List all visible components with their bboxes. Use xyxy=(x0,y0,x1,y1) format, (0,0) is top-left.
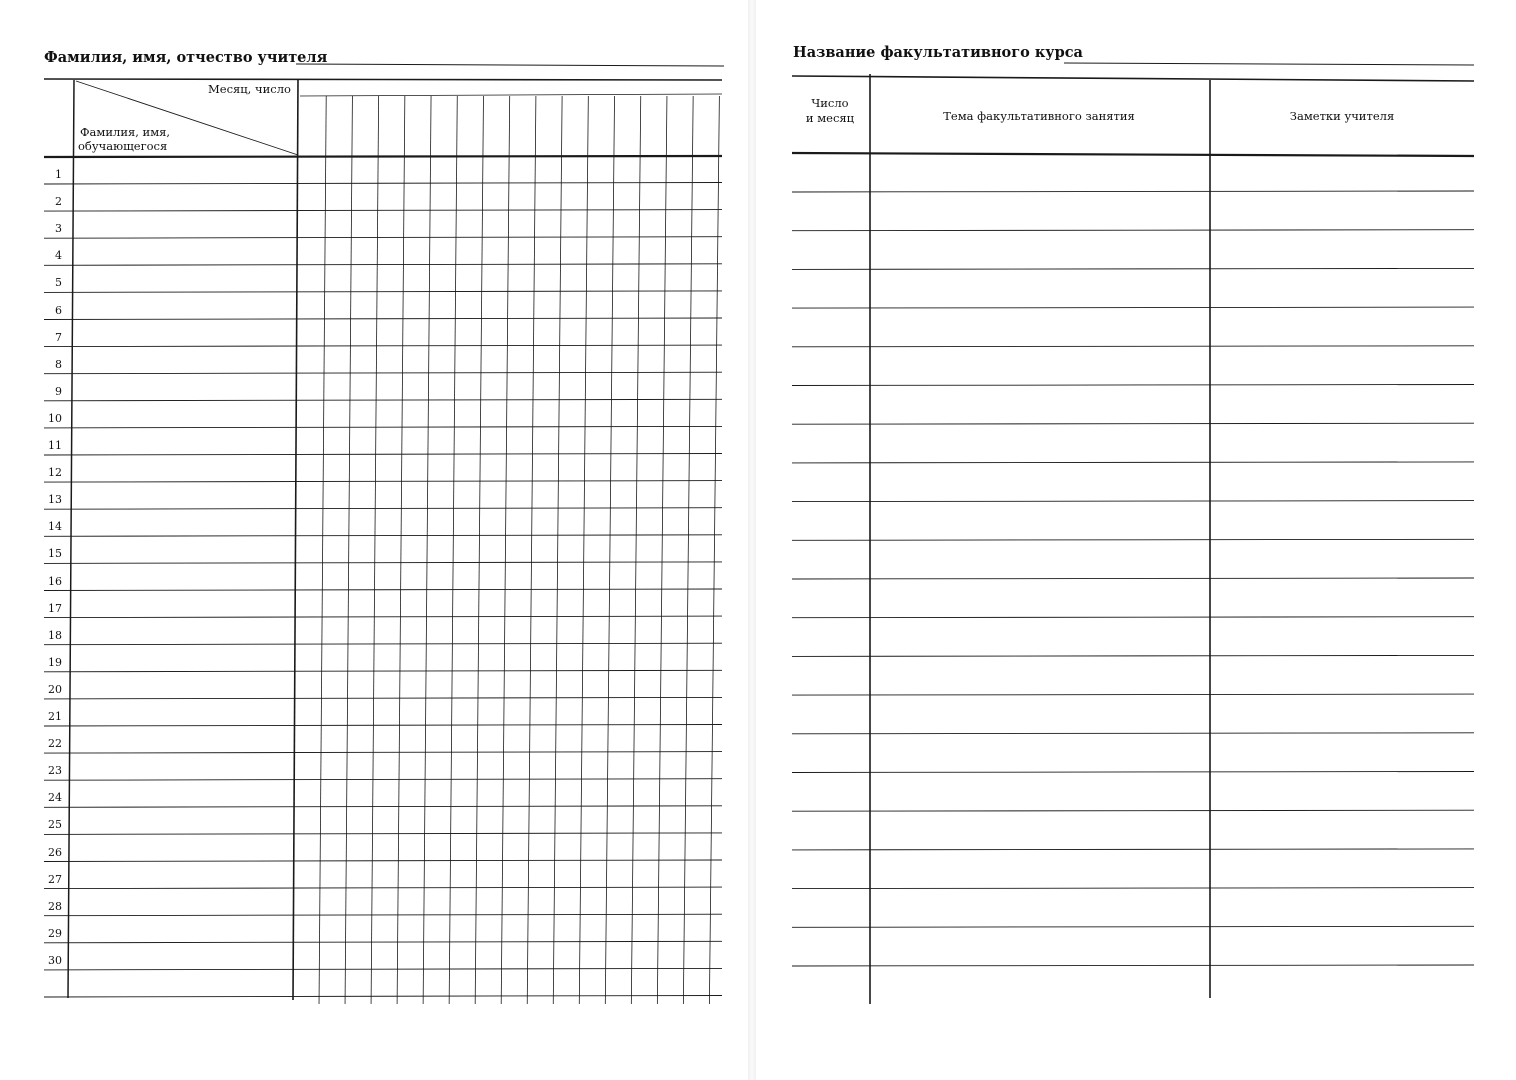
row-number: 5 xyxy=(55,276,62,290)
journal-header-bottom xyxy=(792,153,1474,156)
row-line xyxy=(44,454,722,456)
journal-row-line xyxy=(792,191,1474,192)
row-number: 14 xyxy=(48,520,62,534)
date-column-line xyxy=(657,96,667,1004)
topic-column-header: Тема факультативного занятия xyxy=(943,109,1135,123)
row-number: 3 xyxy=(55,222,62,236)
row-line xyxy=(44,752,722,754)
row-line xyxy=(44,887,722,889)
row-line xyxy=(44,996,722,998)
row-number: 26 xyxy=(48,845,62,859)
date-column-line xyxy=(501,96,509,1004)
row-line xyxy=(44,968,722,970)
row-line xyxy=(44,535,722,537)
date-column-line xyxy=(345,96,352,1004)
journal-row-line xyxy=(792,965,1474,966)
row-number: 24 xyxy=(48,791,62,805)
date-column-header-line1: Число xyxy=(811,96,849,110)
row-line xyxy=(44,318,722,320)
journal-row-line xyxy=(792,346,1474,347)
date-column-line xyxy=(319,96,326,1004)
student-name-header-line1: Фамилия, имя, xyxy=(80,125,171,139)
teacher-name-heading: Фамилия, имя, отчество учителя xyxy=(44,49,328,66)
date-column-line xyxy=(579,96,588,1004)
date-column-line xyxy=(709,96,719,1004)
course-journal-page xyxy=(756,0,1516,1080)
journal-row-line xyxy=(792,462,1474,463)
journal-row-line xyxy=(792,268,1474,269)
row-number: 7 xyxy=(55,330,62,344)
journal-row-line xyxy=(792,385,1474,386)
journal-row-line xyxy=(792,501,1474,502)
teacher-name-underline xyxy=(296,64,724,66)
row-number: 27 xyxy=(48,872,62,886)
row-line xyxy=(44,183,722,185)
row-line xyxy=(44,697,722,699)
journal-row-line xyxy=(792,810,1474,811)
row-number: 29 xyxy=(48,926,62,940)
row-line xyxy=(44,264,722,266)
row-number: 15 xyxy=(48,547,62,561)
number-column-border xyxy=(68,80,74,998)
student-name-header-line2: обучающегося xyxy=(78,139,168,153)
row-line xyxy=(44,914,722,916)
date-column-line xyxy=(553,96,562,1004)
journal-row-line xyxy=(792,849,1474,850)
journal-row-line xyxy=(792,578,1474,579)
row-line xyxy=(44,806,722,808)
row-line xyxy=(44,508,722,510)
date-column-line xyxy=(475,96,483,1004)
journal-grid xyxy=(756,0,1516,1080)
date-column-line xyxy=(423,96,431,1004)
row-number: 2 xyxy=(55,195,62,209)
course-name-heading: Название факультативного курса xyxy=(793,44,1083,61)
row-line xyxy=(44,562,722,564)
journal-row-line xyxy=(792,423,1474,424)
row-line xyxy=(44,833,722,835)
row-number: 1 xyxy=(55,168,62,181)
journal-row-line xyxy=(792,694,1474,695)
journal-top-border xyxy=(792,76,1474,81)
date-column-line xyxy=(397,96,405,1004)
row-number: 4 xyxy=(55,249,62,263)
journal-row-line xyxy=(792,888,1474,889)
row-line xyxy=(44,643,722,645)
row-line xyxy=(44,399,722,401)
date-column-line xyxy=(371,96,379,1004)
row-number: 23 xyxy=(48,764,62,778)
row-number: 8 xyxy=(55,357,62,371)
row-line xyxy=(44,291,722,293)
row-number: 17 xyxy=(48,601,62,615)
date-column-line xyxy=(683,96,693,1004)
row-number: 30 xyxy=(48,953,62,967)
row-line xyxy=(44,860,722,862)
row-line xyxy=(44,589,722,591)
row-line xyxy=(44,426,722,428)
journal-row-line xyxy=(792,772,1474,773)
row-number: 19 xyxy=(48,655,62,669)
row-line xyxy=(44,345,722,347)
attendance-grid xyxy=(0,0,748,1080)
row-number: 11 xyxy=(48,439,62,452)
date-header-line xyxy=(300,94,722,96)
row-number: 18 xyxy=(48,628,62,642)
journal-row-line xyxy=(792,655,1474,656)
row-number: 9 xyxy=(55,384,62,398)
table-top-border xyxy=(44,79,722,80)
journal-row-line xyxy=(792,926,1474,927)
header-bottom-border xyxy=(44,156,722,157)
date-column-line xyxy=(449,96,457,1004)
book-spine xyxy=(748,0,756,1080)
journal-row-line xyxy=(792,617,1474,618)
notes-column-header: Заметки учителя xyxy=(1289,109,1395,123)
journal-row-line xyxy=(792,733,1474,734)
row-line xyxy=(44,616,722,618)
row-number: 25 xyxy=(48,818,62,832)
row-line xyxy=(44,481,722,483)
month-day-header: Месяц, число xyxy=(208,82,291,96)
row-number: 12 xyxy=(48,466,62,480)
name-column-border xyxy=(293,80,298,1000)
date-column-line xyxy=(605,96,614,1004)
row-line xyxy=(44,210,722,212)
row-line xyxy=(44,237,722,239)
row-number: 6 xyxy=(55,303,62,317)
row-number: 16 xyxy=(48,574,62,588)
row-number: 22 xyxy=(48,737,62,751)
row-line xyxy=(44,941,722,943)
row-line xyxy=(44,725,722,727)
journal-row-line xyxy=(792,307,1474,308)
date-column-header-line2: и месяц xyxy=(805,111,855,125)
attendance-page xyxy=(0,0,748,1080)
row-number: 10 xyxy=(48,411,62,425)
journal-row-line xyxy=(792,539,1474,540)
journal-row-line xyxy=(792,230,1474,231)
row-number: 21 xyxy=(48,710,62,723)
row-line xyxy=(44,779,722,781)
course-name-underline xyxy=(1064,63,1474,65)
row-line xyxy=(44,372,722,374)
date-column-line xyxy=(527,96,536,1004)
row-number: 13 xyxy=(48,493,62,507)
row-number: 20 xyxy=(48,682,62,696)
row-line xyxy=(44,670,722,672)
row-number: 28 xyxy=(48,899,62,913)
date-column-line xyxy=(631,96,640,1004)
